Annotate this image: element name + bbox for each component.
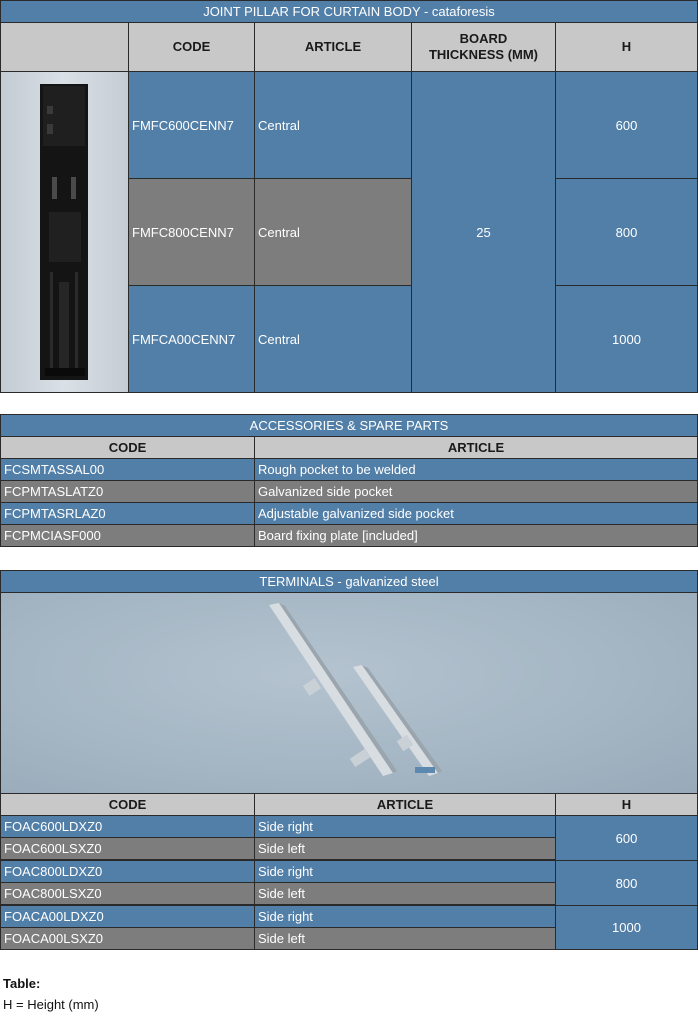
- table-row-article: Central: [254, 178, 412, 286]
- h-group-value: 600: [555, 815, 698, 861]
- table-row-article: Side left: [254, 837, 556, 860]
- header-article: ARTICLE: [254, 22, 412, 72]
- table-row-code: FOACA00LSXZ0: [0, 927, 255, 950]
- joint-pillar-table: [0, 0, 698, 393]
- header-code: CODE: [0, 436, 255, 459]
- header-h: H: [555, 22, 698, 72]
- table-row-code: FMFCA00CENN7: [128, 285, 255, 393]
- terminals-table: [0, 570, 698, 951]
- header-blank: [0, 22, 129, 72]
- header-board-thickness: BOARD THICKNESS (MM): [411, 22, 556, 72]
- table-row-code: FCPMTASLATZ0: [0, 480, 255, 503]
- table-row-code: FOAC600LSXZ0: [0, 837, 255, 860]
- table-row-h: 600: [555, 71, 698, 179]
- terminals-image: [0, 592, 698, 794]
- footer-label: Table:: [3, 976, 41, 991]
- header-article: ARTICLE: [254, 793, 556, 816]
- header-h: H: [555, 793, 698, 816]
- table-title: JOINT PILLAR FOR CURTAIN BODY - cataforesis: [0, 0, 698, 23]
- accessories-table: [0, 414, 698, 549]
- table-row-h: 800: [555, 178, 698, 286]
- table-row-article: Side right: [254, 860, 556, 883]
- h-group-value: 1000: [555, 905, 698, 950]
- terminals-icon: [1, 593, 697, 793]
- table-row-code: FOAC800LDXZ0: [0, 860, 255, 883]
- table-row-article: Side right: [254, 905, 556, 928]
- board-thickness-value: 25: [411, 71, 556, 393]
- table-row-article: Side left: [254, 927, 556, 950]
- table-row-code: FCSMTASSAL00: [0, 458, 255, 481]
- table-row-code: FOACA00LDXZ0: [0, 905, 255, 928]
- footer-legend: H = Height (mm): [3, 997, 99, 1012]
- table-row-article: Central: [254, 285, 412, 393]
- table-row-article: Central: [254, 71, 412, 179]
- table-row-h: 1000: [555, 285, 698, 393]
- table-row-article: Board fixing plate [included]: [254, 524, 698, 547]
- h-group-value: 800: [555, 860, 698, 906]
- table-title: ACCESSORIES & SPARE PARTS: [0, 414, 698, 437]
- table-row-article: Side left: [254, 882, 556, 905]
- header-code: CODE: [0, 793, 255, 816]
- table-row-code: FCPMTASRLAZ0: [0, 502, 255, 525]
- table-row-article: Side right: [254, 815, 556, 838]
- table-row-code: FOAC800LSXZ0: [0, 882, 255, 905]
- table-row-code: FCPMCIASF000: [0, 524, 255, 547]
- table-row-code: FOAC600LDXZ0: [0, 815, 255, 838]
- table-row-code: FMFC800CENN7: [128, 178, 255, 286]
- table-row-code: FMFC600CENN7: [128, 71, 255, 179]
- table-row-article: Galvanized side pocket: [254, 480, 698, 503]
- header-article: ARTICLE: [254, 436, 698, 459]
- table-title: TERMINALS - galvanized steel: [0, 570, 698, 593]
- joint-pillar-icon: [1, 72, 128, 392]
- table-row-article: Rough pocket to be welded: [254, 458, 698, 481]
- table-row-article: Adjustable galvanized side pocket: [254, 502, 698, 525]
- joint-pillar-image: [0, 71, 129, 393]
- header-code: CODE: [128, 22, 255, 72]
